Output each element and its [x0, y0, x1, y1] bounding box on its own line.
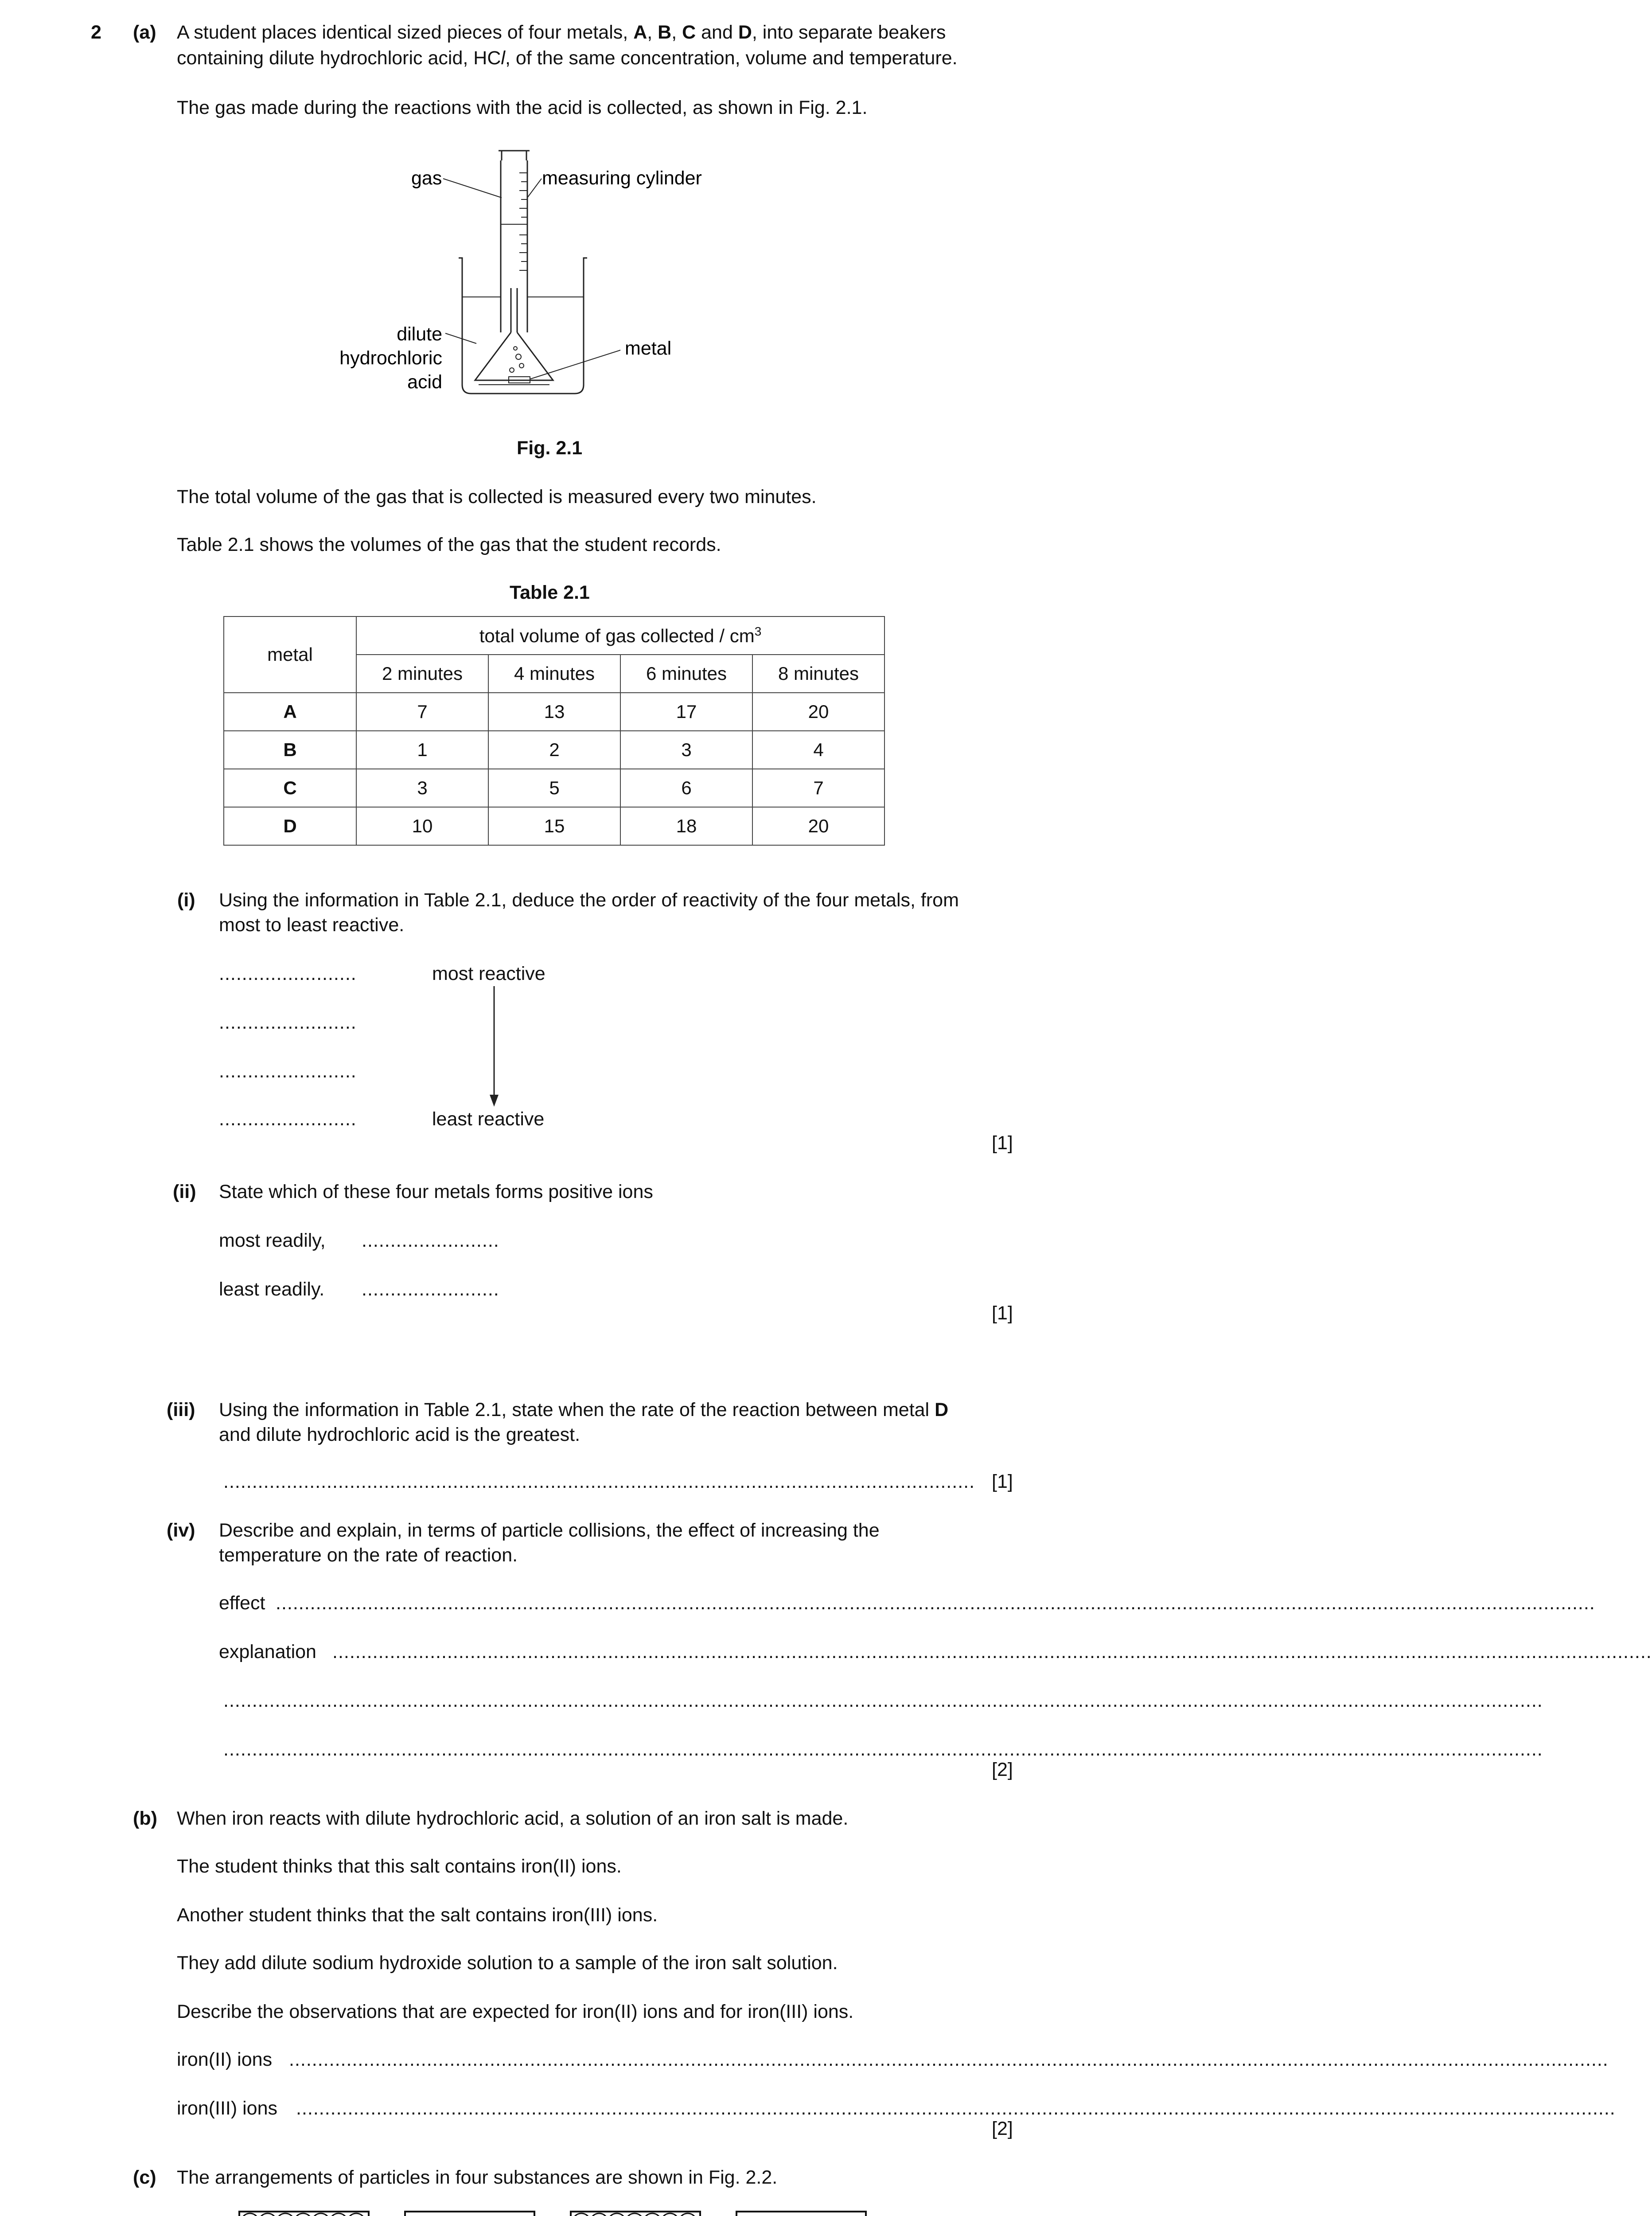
least-readily-label: least readily.	[219, 1279, 325, 1300]
label-gas: gas	[411, 168, 442, 189]
value-cell: 17	[620, 693, 752, 731]
particle	[312, 2213, 330, 2216]
most-readily-blank[interactable]: ........................	[362, 1230, 499, 1251]
particle	[347, 2213, 365, 2216]
label-metal: metal	[625, 338, 672, 359]
table-row	[224, 731, 884, 769]
box-q	[405, 2212, 534, 2216]
label-dilute: dilute	[397, 324, 442, 345]
light-particle	[643, 2213, 661, 2216]
explanation-label: explanation	[219, 1641, 316, 1662]
marks-a-ii: [1]	[992, 1303, 1013, 1324]
metal-cell: D	[224, 807, 356, 845]
part-b-line1: When iron reacts with dilute hydrochloric acid, a solution of an iron salt is made.	[177, 1808, 849, 1829]
particle	[294, 2213, 312, 2216]
value-cell: 18	[620, 807, 752, 845]
answer-line-a-iii[interactable]: ...................................................................................................................................	[223, 1471, 975, 1492]
iron3-answer-line[interactable]: ......................................................................................................................................................................................................................................	[296, 2098, 1616, 2119]
gas-sentence: The gas made during the reactions with the acid is collected, as shown in Fig. 2.1.	[177, 97, 868, 118]
part-a-iv-line1: Describe and explain, in terms of particle collisions, the effect of increasing the	[219, 1520, 880, 1541]
fig-2-1-caption: Fig. 2.1	[517, 437, 583, 459]
table-sentence: Table 2.1 shows the volumes of the gas that the student records.	[177, 534, 721, 555]
reactivity-blank-4[interactable]: ........................	[219, 1108, 357, 1130]
particle	[330, 2213, 347, 2216]
explanation-answer-line-3[interactable]: ......................................................................................................................................................................................................................................	[223, 1739, 1543, 1760]
least-readily-blank[interactable]: ........................	[362, 1279, 499, 1300]
particle	[259, 2213, 277, 2216]
value-cell: 6	[620, 769, 752, 807]
box-r	[571, 2212, 700, 2216]
reactivity-blank-1[interactable]: ........................	[219, 963, 357, 984]
marks-a-i: [1]	[992, 1132, 1013, 1154]
part-a-intro-line2: containing dilute hydrochloric acid, HCl, of the same concentration, volume and temperature.	[177, 47, 958, 69]
light-particle	[661, 2213, 679, 2216]
value-cell: 1	[356, 731, 488, 769]
gas-volume-table	[223, 616, 885, 846]
label-hydrochloric: hydrochloric	[339, 347, 442, 369]
value-cell: 20	[752, 807, 884, 845]
label-measuring-cylinder: measuring cylinder	[542, 168, 702, 189]
part-a-iii-label: (iii)	[167, 1399, 195, 1420]
value-cell: 3	[356, 769, 488, 807]
metal-cell: A	[224, 693, 356, 731]
part-a-label: (a)	[133, 22, 156, 43]
column-header: 4 minutes	[488, 655, 620, 693]
value-cell: 3	[620, 731, 752, 769]
iron3-label: iron(III) ions	[177, 2098, 278, 2119]
part-a-iv-label: (iv)	[167, 1520, 195, 1541]
part-b-line5: Describe the observations that are expected for iron(II) ions and for iron(III) ions.	[177, 2001, 854, 2022]
marks-a-iv: [2]	[992, 1759, 1013, 1780]
light-particle	[590, 2213, 608, 2216]
explanation-answer-line-2[interactable]: ......................................................................................................................................................................................................................................	[223, 1690, 1543, 1711]
particle-arrangements-diagram	[235, 2207, 873, 2216]
part-b-label: (b)	[133, 1808, 157, 1829]
part-c-label: (c)	[133, 2167, 156, 2188]
part-b-line2: The student thinks that this salt contains iron(II) ions.	[177, 1856, 622, 1877]
light-particle	[679, 2213, 697, 2216]
marks-b: [2]	[992, 2118, 1013, 2139]
part-a-i-label: (i)	[177, 890, 195, 911]
part-a-iii-line1: Using the information in Table 2.1, state when the rate of the reaction between metal D	[219, 1399, 949, 1420]
reactivity-arrow	[487, 986, 501, 1108]
metal-cell: C	[224, 769, 356, 807]
part-b-line3: Another student thinks that the salt contains iron(III) ions.	[177, 1904, 658, 1926]
group-header: total volume of gas collected / $cm^3$	[356, 616, 884, 655]
least-reactive-label: least reactive	[432, 1108, 545, 1130]
explanation-answer-line[interactable]: ......................................................................................................................................................................................................................................	[332, 1641, 1652, 1662]
table-row	[224, 807, 884, 845]
box-s	[736, 2212, 866, 2216]
reactivity-blank-2[interactable]: ........................	[219, 1012, 357, 1033]
part-a-iii-line2: and dilute hydrochloric acid is the greatest.	[219, 1424, 581, 1445]
column-header: 8 minutes	[752, 655, 884, 693]
column-header: 2 minutes	[356, 655, 488, 693]
column-header: 6 minutes	[620, 655, 752, 693]
particle	[241, 2213, 259, 2216]
value-cell: 7	[356, 693, 488, 731]
particle	[277, 2213, 294, 2216]
apparatus-diagram	[310, 142, 775, 408]
metal-header: metal	[224, 616, 356, 693]
marks-a-iii: [1]	[992, 1471, 1013, 1492]
value-cell: 2	[488, 731, 620, 769]
light-particle	[626, 2213, 643, 2216]
table-2-1-caption: Table 2.1	[510, 582, 590, 603]
iron2-answer-line[interactable]: ......................................................................................................................................................................................................................................	[289, 2049, 1609, 2070]
table-row	[224, 769, 884, 807]
value-cell: 15	[488, 807, 620, 845]
part-a-ii-label: (ii)	[173, 1181, 196, 1202]
effect-label: effect	[219, 1592, 265, 1614]
value-cell: 10	[356, 807, 488, 845]
box-p	[239, 2212, 369, 2216]
label-acid: acid	[407, 371, 442, 393]
value-cell: 13	[488, 693, 620, 731]
light-particle	[573, 2213, 590, 2216]
part-a-i-line1: Using the information in Table 2.1, deduce the order of reactivity of the four metals, from	[219, 890, 959, 911]
effect-answer-line[interactable]: ......................................................................................................................................................................................................................................	[276, 1592, 1595, 1614]
part-a-intro-line1: A student places identical sized pieces of four metals, A, B, C and D, into separate beakers	[177, 22, 946, 43]
part-a-ii-line1: State which of these four metals forms positive ions	[219, 1181, 653, 1202]
measure-sentence: The total volume of the gas that is collected is measured every two minutes.	[177, 486, 817, 507]
part-a-iv-line2: temperature on the rate of reaction.	[219, 1545, 518, 1566]
value-cell: 20	[752, 693, 884, 731]
most-readily-label: most readily,	[219, 1230, 326, 1251]
table-row	[224, 693, 884, 731]
part-c-line1: The arrangements of particles in four substances are shown in Fig. 2.2.	[177, 2167, 778, 2188]
part-b-line4: They add dilute sodium hydroxide solution to a sample of the iron salt solution.	[177, 1952, 838, 1974]
value-cell: 7	[752, 769, 884, 807]
reactivity-blank-3[interactable]: ........................	[219, 1061, 357, 1082]
value-cell: 4	[752, 731, 884, 769]
light-particle	[608, 2213, 626, 2216]
most-reactive-label: most reactive	[432, 963, 545, 984]
value-cell: 5	[488, 769, 620, 807]
metal-cell: B	[224, 731, 356, 769]
part-a-i-line2: most to least reactive.	[219, 914, 405, 936]
iron2-label: iron(II) ions	[177, 2049, 273, 2070]
question-number: 2	[91, 22, 101, 43]
